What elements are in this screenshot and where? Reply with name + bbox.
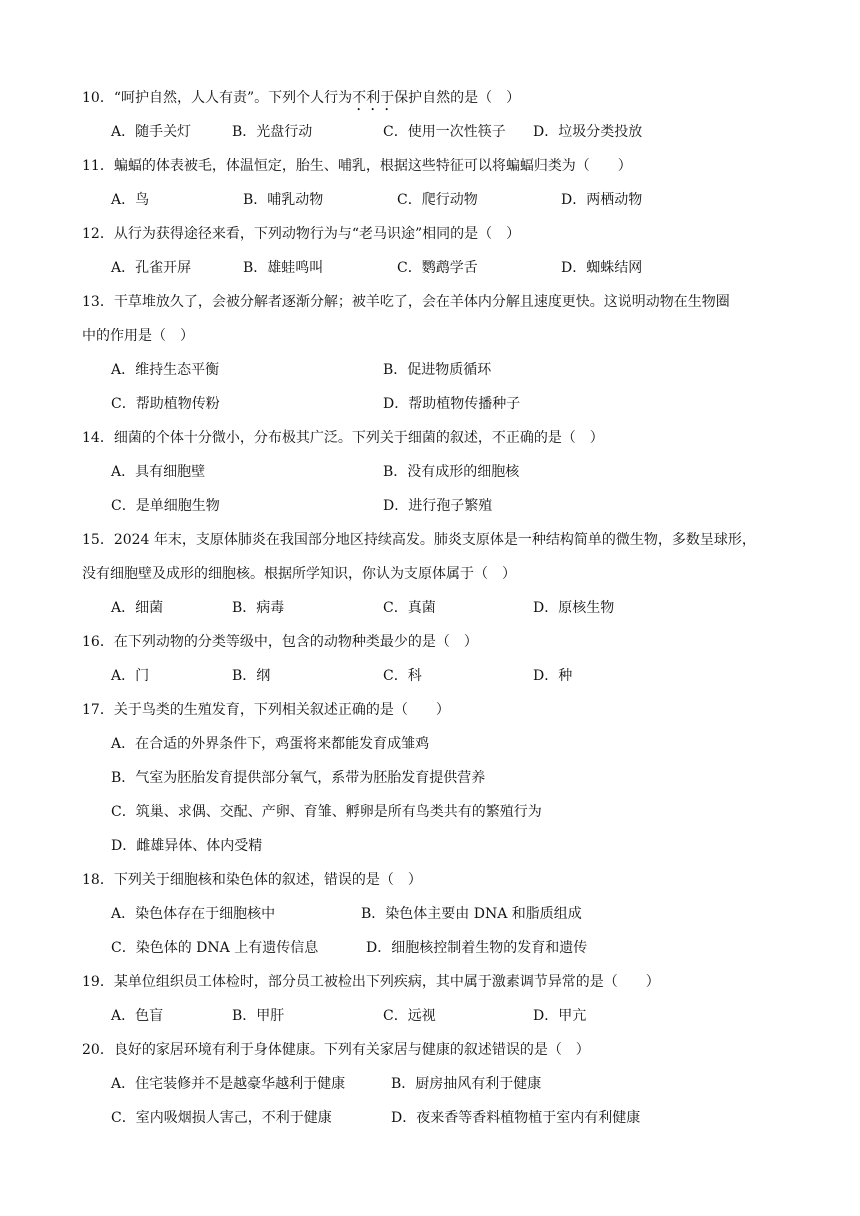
question-15-option-d[interactable]: D．原核生物: [533, 600, 615, 616]
question-11-option-d[interactable]: D．两栖动物: [561, 192, 643, 208]
question-10-emphasis: 不利于: [352, 90, 395, 106]
question-17-option-a[interactable]: A．在合适的外界条件下，鸡蛋将来都能发育成雏鸡: [111, 736, 430, 752]
question-13-option-b[interactable]: B．促进物质循环: [383, 362, 492, 378]
question-18-option-b[interactable]: B．染色体主要由 DNA 和脂质组成: [361, 906, 582, 922]
question-15-option-a[interactable]: A．细菌: [111, 600, 164, 616]
question-14-option-d[interactable]: D．进行孢子繁殖: [383, 498, 493, 514]
question-12-option-a[interactable]: A．孔雀开屏: [111, 260, 192, 276]
question-14-option-b[interactable]: B．没有成形的细胞核: [383, 464, 520, 480]
question-15-stem-continued: 没有细胞壁及成形的细胞核。根据所学知识，你认为支原体属于（ ）: [82, 566, 516, 582]
question-13-stem-continued: 中的作用是（ ）: [82, 328, 194, 344]
question-13-option-c[interactable]: C．帮助植物传粉: [111, 396, 220, 412]
question-19-option-c[interactable]: C．远视: [383, 1008, 436, 1024]
question-18-option-a[interactable]: A．染色体存在于细胞核中: [111, 906, 276, 922]
question-12-option-b[interactable]: B．雄蛙鸣叫: [243, 260, 324, 276]
question-17-option-d[interactable]: D．雌雄异体、体内受精: [111, 838, 263, 854]
question-19-option-b[interactable]: B．甲肝: [232, 1008, 285, 1024]
question-15-stem: 15．2024 年末，支原体肺炎在我国部分地区持续高发。肺炎支原体是一种结构简单的微生物，多数呈球形，: [82, 532, 756, 548]
question-17-option-b[interactable]: B．气室为胚胎发育提供部分氧气，系带为胚胎发育提供营养: [111, 770, 486, 786]
question-10-option-d[interactable]: D．垃圾分类投放: [533, 124, 643, 140]
question-20-option-d[interactable]: D．夜来香等香料植物植于室内有利健康: [391, 1110, 641, 1126]
question-18-option-c[interactable]: C．染色体的 DNA 上有遗传信息: [111, 940, 319, 956]
question-14-option-a[interactable]: A．具有细胞壁: [111, 464, 206, 480]
question-18-option-d[interactable]: D．细胞核控制着生物的发育和遗传: [366, 940, 588, 956]
question-20-option-b[interactable]: B．厨房抽风有利于健康: [391, 1076, 542, 1092]
question-20-option-a[interactable]: A．住宅装修并不是越豪华越利于健康: [111, 1076, 346, 1092]
question-10-option-a[interactable]: A．随手关灯: [111, 124, 192, 140]
question-18-stem: 18．下列关于细胞核和染色体的叙述，错误的是（ ）: [82, 872, 422, 888]
question-12-option-d[interactable]: D．蜘蛛结网: [561, 260, 643, 276]
question-14-stem: 14．细菌的个体十分微小，分布极其广泛。下列关于细菌的叙述，不正确的是（ ）: [82, 430, 604, 446]
question-16-option-d[interactable]: D．种: [533, 668, 573, 684]
question-16-stem: 16．在下列动物的分类等级中，包含的动物种类最少的是（ ）: [82, 634, 478, 650]
question-16-option-c[interactable]: C．科: [383, 668, 422, 684]
question-11-option-b[interactable]: B．哺乳动物: [243, 192, 324, 208]
question-10-stem-part: 10．“呵护自然，人人有责”。下列个人行为: [82, 90, 353, 106]
question-10-stem-part: 保护自然的是（ ）: [394, 90, 521, 106]
question-17-option-c[interactable]: C．筑巢、求偶、交配、产卵、育雏、孵卵是所有鸟类共有的繁殖行为: [111, 804, 542, 820]
question-14-option-c[interactable]: C．是单细胞生物: [111, 498, 220, 514]
question-20-stem: 20．良好的家居环境有利于身体健康。下列有关家居与健康的叙述错误的是（ ）: [82, 1042, 590, 1058]
question-12-stem: 12．从行为获得途径来看，下列动物行为与“老马识途”相同的是（ ）: [82, 226, 521, 242]
question-15-option-c[interactable]: C．真菌: [383, 600, 436, 616]
question-20-option-c[interactable]: C．室内吸烟损人害己，不利于健康: [111, 1110, 332, 1126]
question-11-option-a[interactable]: A．鸟: [111, 192, 150, 208]
question-19-stem: 19．某单位组织员工体检时，部分员工被检出下列疾病，其中属于激素调节异常的是（ ）: [82, 974, 660, 990]
question-10-option-c[interactable]: C．使用一次性筷子: [383, 124, 506, 140]
question-10-option-b[interactable]: B．光盘行动: [232, 124, 313, 140]
question-17-stem: 17．关于鸟类的生殖发育，下列相关叙述正确的是（ ）: [82, 702, 450, 718]
question-16-option-b[interactable]: B．纲: [232, 668, 271, 684]
question-12-option-c[interactable]: C．鹦鹉学舌: [397, 260, 478, 276]
question-11-option-c[interactable]: C．爬行动物: [397, 192, 478, 208]
question-13-stem: 13．干草堆放久了，会被分解者逐渐分解；被羊吃了，会在羊体内分解且速度更快。这说明动物在生物圈: [82, 294, 730, 310]
question-15-option-b[interactable]: B．病毒: [232, 600, 285, 616]
question-19-option-d[interactable]: D．甲亢: [533, 1008, 587, 1024]
question-10-stem: [82, 88, 520, 114]
question-11-stem: 11．蝙蝠的体表被毛，体温恒定，胎生、哺乳，根据这些特征可以将蝙蝠归类为（ ）: [82, 158, 632, 174]
question-16-option-a[interactable]: A．门: [111, 668, 150, 684]
question-13-option-a[interactable]: A．维持生态平衡: [111, 362, 220, 378]
question-13-option-d[interactable]: D．帮助植物传播种子: [383, 396, 521, 412]
question-19-option-a[interactable]: A．色盲: [111, 1008, 164, 1024]
